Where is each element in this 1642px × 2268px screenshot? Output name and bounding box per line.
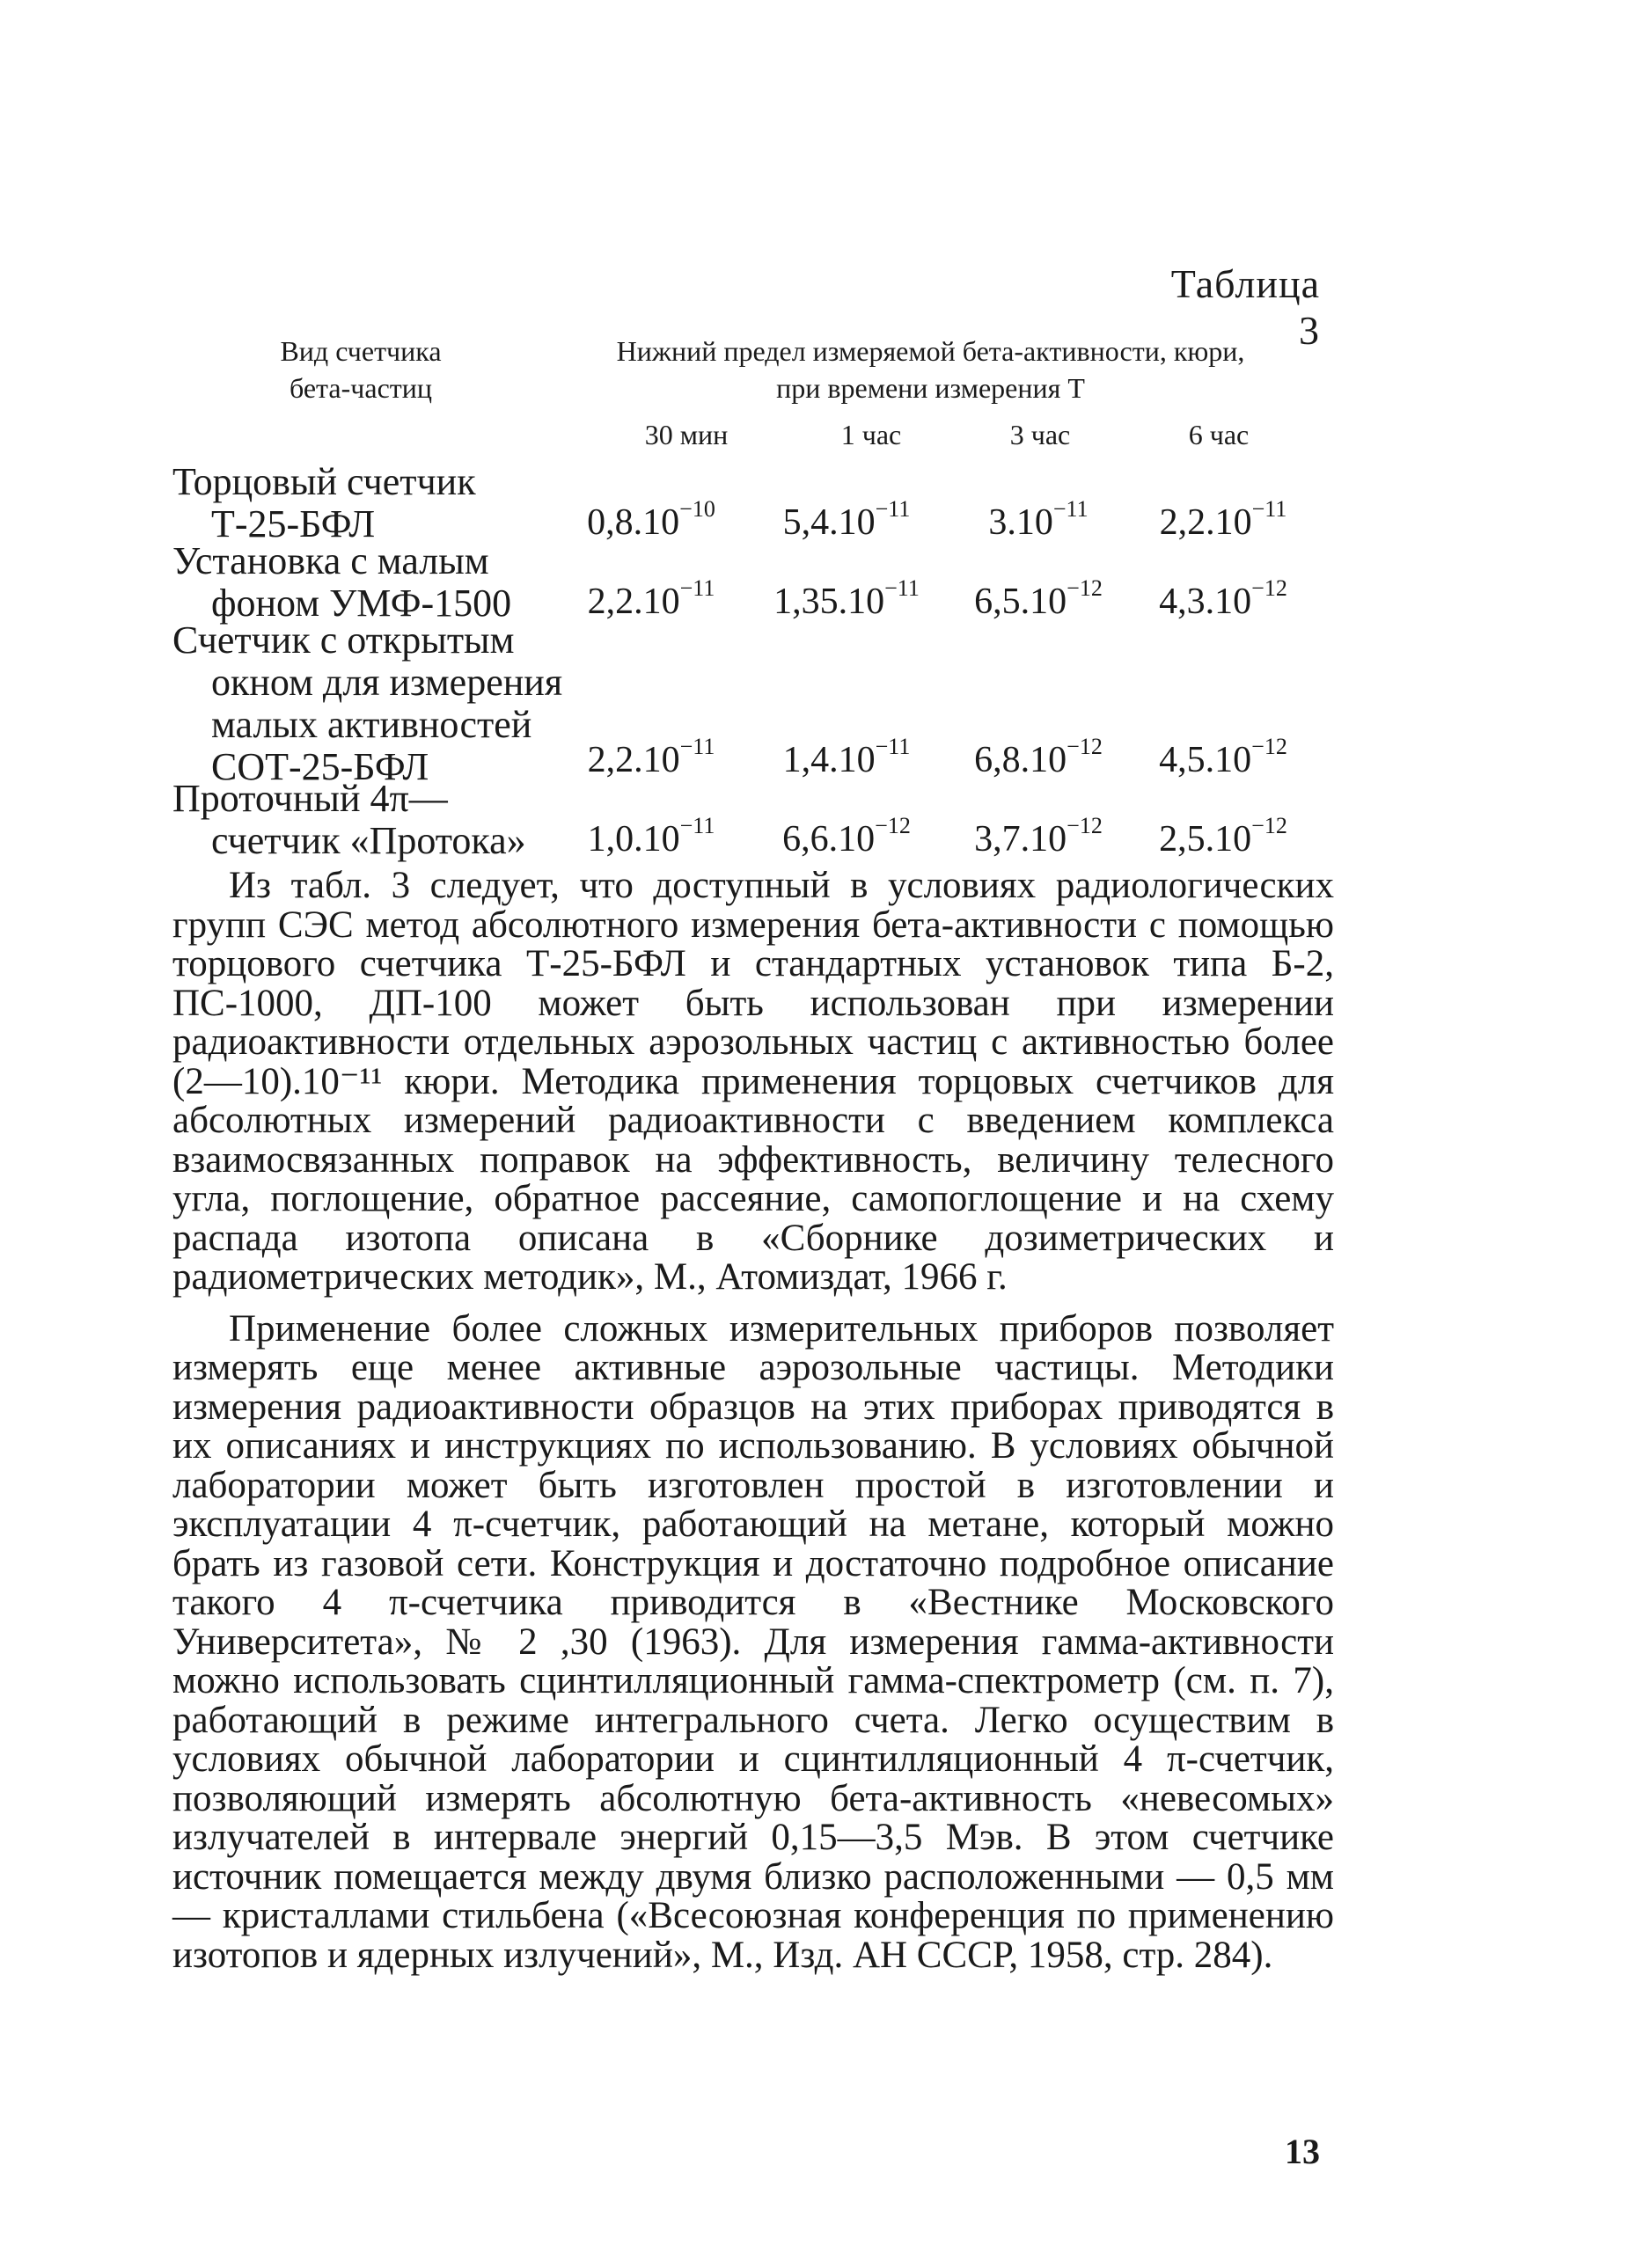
paragraph: Применение более сложных измерительных приборов позволяет измерять еще менее активные аэрозольные частицы. Методики измерения радиоактивности образцов на этих приборах приводятся в их описаниях и инструкциях по использованию. В условиях обычной лаборатории может быть изготовлен простой в изготовлении и эксплуатации 4 π-счетчик, работающий на метане, который можно брать из газовой сети. Конструкция и достаточно подробное описание такого 4 π-счетчика приводится в «Вестнике Московского Университета», № 2 ,30 (1963). Для измерения гамма-активности можно использовать сцинтилляционный гамма-спектрометр (см. п. 7), работающий в режиме интегрального счета. Легко осуществим в условиях обычной лаборатории и сцинтилляционный 4 π-счетчик, позволяющий измерять абсолютную бета-активность «невесомых» излучателей в интервале энергий 0,15—3,5 Мэв. В этом счетчике источник помещается между двумя близко расположенными — 0,5 мм — кристаллами стильбена («Всесоюзная конференция по применению изотопов и ядерных излучений», М., Изд. АН СССР, 1958, стр. 284). <box>172 1307 1334 1976</box>
table-header-lower-limit <box>532 333 1329 406</box>
page-number: 13 <box>1285 2132 1320 2171</box>
table-header-counter-type <box>229 333 493 406</box>
table-cell: $2,2.10^{-11}$ <box>1159 496 1287 543</box>
table-caption: Таблица 3 <box>1170 261 1320 353</box>
table-cell: $4,5.10^{-12}$ <box>1159 734 1287 780</box>
body-text <box>172 867 1334 1975</box>
table-cell: $2,2.10^{-11}$ <box>587 575 715 622</box>
paragraph: Из табл. 3 следует, что доступный в условиях радиологических групп СЭС метод абсолютного измерения бета-активности с помощью торцового счетчика Т-25-БФЛ и стандартных установок типа Б-2, ПС-1000, ДП-100 может быть использован при измерении радиоактивности отдельных аэрозольных частиц с активностью более (2—10).10⁻¹¹ кюри. Методика применения торцовых счетчиков для абсолютных измерений радиоактивности с введением комплекса взаимосвязанных поправок на эффективность, величину телесного угла, поглощение, обратное рассеяние, самопоглощение и на схему распада изотопа описана в «Сборнике дозиметрических и радиометрических методик», М., Атомиздат, 1966 г. <box>172 865 1334 1298</box>
header-left-line: бета-частиц <box>289 372 433 404</box>
table-row-name: Установка с малым фоном УМФ-1500 <box>172 539 512 625</box>
table-cell: $6,8.10^{-12}$ <box>974 734 1103 780</box>
column-header: 6 час <box>1188 419 1250 450</box>
table-cell: $6,5.10^{-12}$ <box>974 575 1103 622</box>
table-cell: $0,8.10^{-10}$ <box>587 496 715 543</box>
table-cell: $6,6.10^{-12}$ <box>782 813 911 860</box>
table-cell: $3.10^{-11}$ <box>988 496 1089 543</box>
table-cell: $3,7.10^{-12}$ <box>974 813 1103 860</box>
column-header: 30 мин <box>644 419 729 450</box>
table-cell: $5,4.10^{-11}$ <box>782 496 911 543</box>
table-row-name: Торцовый счетчик Т-25-БФЛ <box>172 460 476 545</box>
column-header: 3 час <box>1009 419 1071 450</box>
table-row-name: Проточный 4π— счетчик «Протока» <box>172 777 526 862</box>
table-cell: $1,4.10^{-11}$ <box>782 734 911 780</box>
table-cell: $2,5.10^{-12}$ <box>1159 813 1287 860</box>
table-cell: $1,35.10^{-11}$ <box>773 575 920 622</box>
table-row-name: Счетчик с открытым окном для измерения малых активностей СОТ-25-БФЛ <box>172 618 563 788</box>
column-header: 1 час <box>840 419 902 450</box>
header-right-line: Нижний предел измеряемой бета-активности, кюри, <box>616 335 1245 367</box>
table-cell: $2,2.10^{-11}$ <box>587 734 715 780</box>
header-right-line: при времени измерения Т <box>776 372 1085 404</box>
header-left-line: Вид счетчика <box>280 335 442 367</box>
table-cell: $4,3.10^{-12}$ <box>1159 575 1287 622</box>
table-cell: $1,0.10^{-11}$ <box>587 813 715 860</box>
